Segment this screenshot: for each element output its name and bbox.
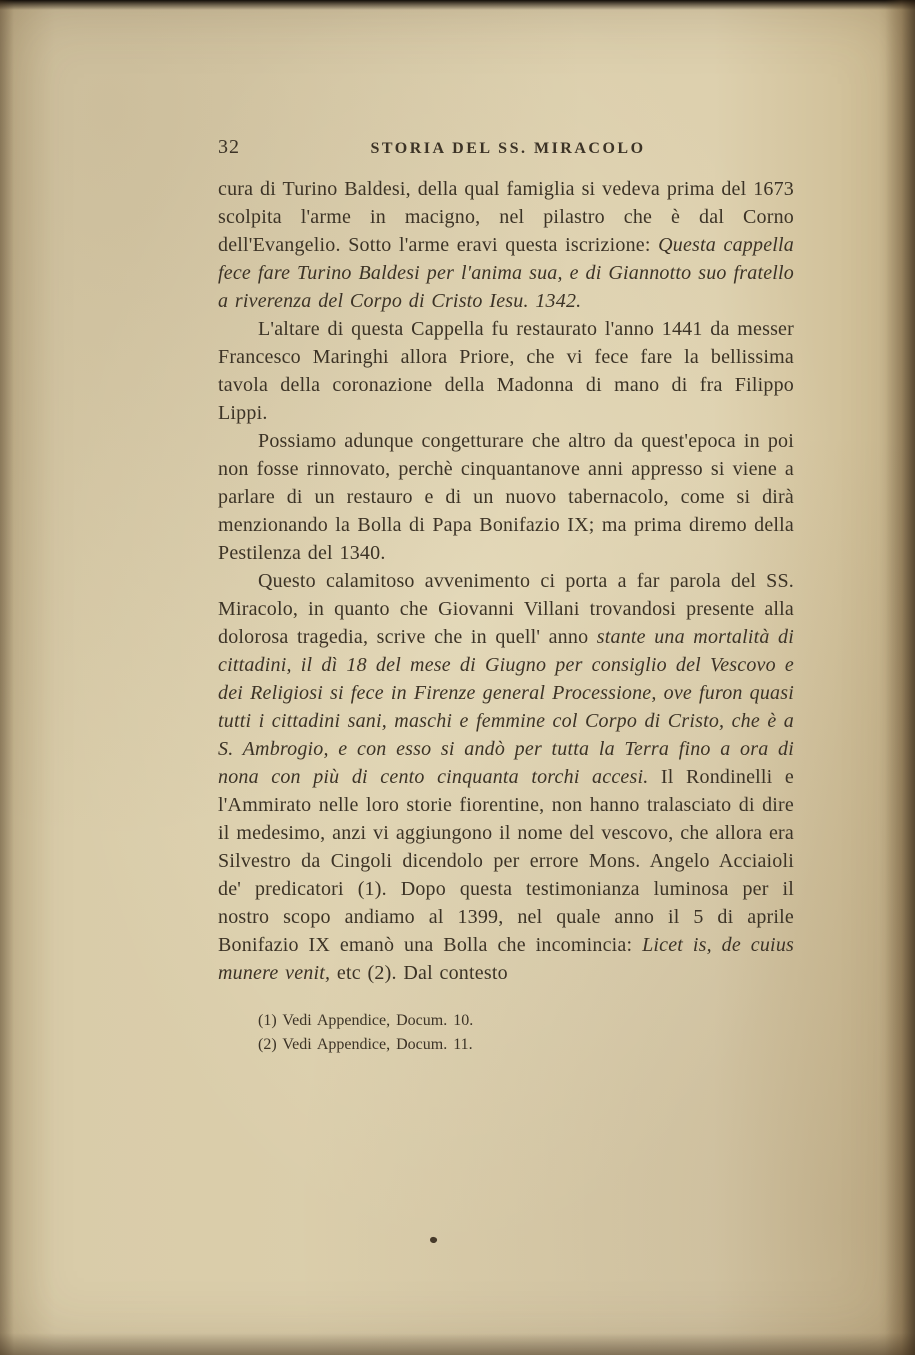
running-head [218,136,794,159]
footnote: (1) Vedi Appendice, Docum. 10. [258,1012,474,1029]
paragraph [218,567,794,987]
footnote: (2) Vedi Appendice, Docum. 11. [258,1036,473,1053]
page-edge-left [0,0,14,1355]
paragraph [218,315,794,427]
text-run: cura di Turino Baldesi, della qual famiglia si vedeva prima del 1673 scolpita l'arme in macigno, nel pilastro che è dal Corno dell'Evangelio. Sotto l'arme eravi questa iscrizione: [218,178,794,256]
paragraph [218,427,794,567]
text-run: L'altare di questa Cappella fu restaurato l'anno 1441 da messer Francesco Maringhi allora Priore, che vi fece fare la bellissima tavola della coronazione della Madonna di mano di fra Filippo Lippi. [218,318,794,424]
paragraph [218,175,794,315]
text-run: Possiamo adunque congetturare che altro da quest'epoca in poi non fosse rinnovato, perchè cinquantanove anni appresso si viene a parlare di un restauro e di un nuovo tabernacolo, come si dirà menzionando la Bolla di Papa Bonifazio IX; ma prima diremo della Pestilenza del 1340. [218,430,794,564]
text-block [218,136,794,1057]
text-run: etc (2). Dal contesto [330,962,508,984]
body-text [218,175,794,987]
text-run: Questo calamitoso avvenimento ci porta a far parola del SS. Miracolo, in quanto che Giovanni Villani trovandosi presente alla dolorosa tragedia, scrive che in quell' anno [218,570,794,648]
italic-text-run: Licet is, de cuius munere venit, [218,934,794,984]
page-edge-right [885,0,915,1355]
footnotes [218,1009,794,1057]
italic-text-run: stante una mortalità di cittadini, il dì 18 del mese di Giugno per consiglio del Vescovo e dei Religiosi si fece in Firenze general Processione, ove furon quasi tutti i cittadini sani, maschi e femmine col Corpo di Cristo, che è a S. Ambrogio, e con esso si andò per tutta la Terra fino a ora di nona con più di cento cinquanta torchi accesi. [218,626,794,788]
italic-text-run: Questa cappella fece fare Turino Baldesi per l'anima sua, e di Giannotto suo fratello a riverenza del Corpo di Cristo Iesu. 1342. [218,234,794,312]
page-edge-bottom [0,1333,915,1355]
text-run: Il Rondinelli e l'Ammirato nelle loro storie fiorentine, non hanno tralasciato di dire il medesimo, anzi vi aggiungono il nome del vescovo, che allora era Silvestro da Cingoli dicendolo per errore Mons. Angelo Acciaioli de' predicatori (1). Dopo questa testimonianza luminosa per il nostro scopo andiamo al 1399, nel quale anno il 5 di aprile Bonifazio IX emanò una Bolla che incomincia: [218,766,794,956]
page-number: 32 [218,136,240,158]
ink-speck [429,1236,438,1244]
page-edge-top [0,0,915,10]
running-title: STORIA DEL SS. MIRACOLO [370,140,646,157]
